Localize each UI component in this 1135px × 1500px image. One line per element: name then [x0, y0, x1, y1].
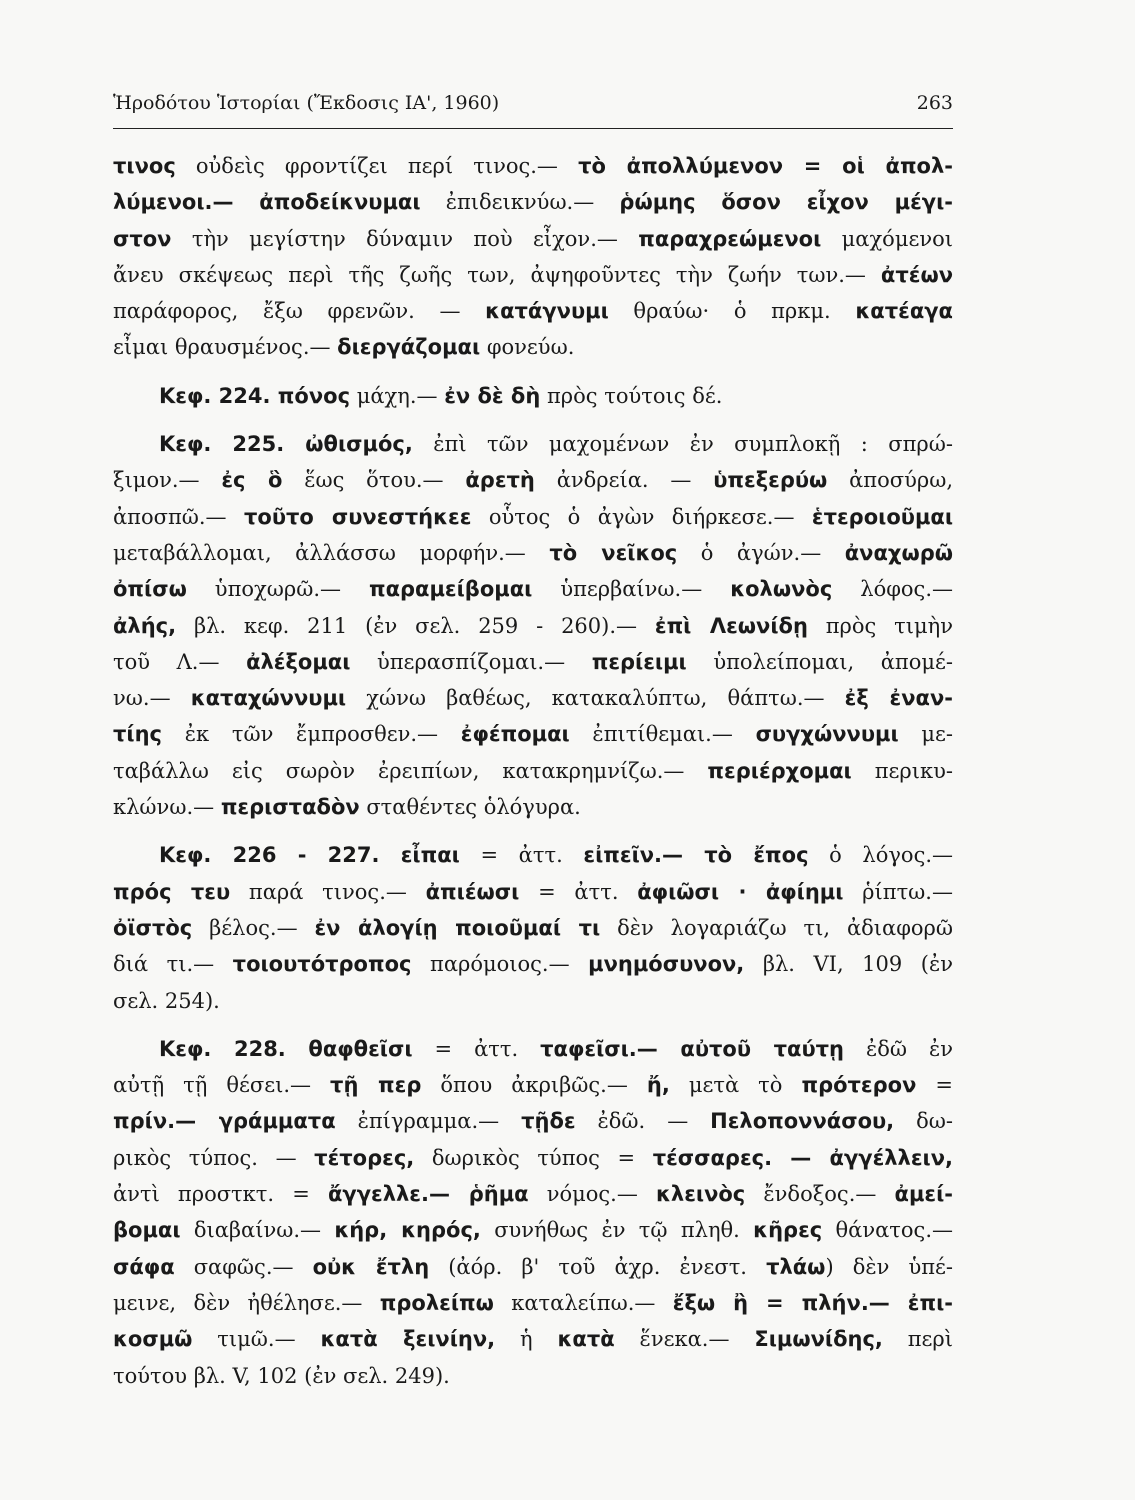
lemma: ἀτέων — [880, 262, 953, 287]
lemma: ἄγγελλε.— ῥῆμα — [327, 1182, 529, 1207]
lemma: Πελοποννάσου, — [710, 1109, 895, 1134]
gloss: με- — [898, 722, 953, 747]
text-line — [113, 221, 953, 257]
gloss: σελ. 254). — [113, 988, 220, 1013]
lemma: εἰπεῖν.— τὸ ἔπος — [583, 843, 809, 868]
gloss: ρικὸς τύπος. — — [113, 1145, 315, 1170]
gloss: μεινε, δὲν ἠθέλησε.— — [113, 1290, 380, 1315]
lemma: περισταδὸν — [220, 795, 360, 820]
text-line — [113, 571, 953, 607]
lemma: ἐς ὃ — [221, 468, 283, 493]
gloss: τούτου βλ. V, 102 (ἐν σελ. 249). — [113, 1363, 450, 1388]
text-line — [113, 293, 953, 329]
text-line — [113, 426, 953, 462]
header-title: Ἡροδότου Ἱστορίαι (Ἔκδοσις ΙΑ', 1960) — [113, 92, 500, 114]
gloss: βλ. VI, 109 (ἐν — [744, 952, 953, 977]
gloss: δωρικὸς τύπος = — [414, 1145, 653, 1170]
gloss: παρά τινος.— — [230, 879, 426, 904]
gloss: φονεύω. — [480, 335, 575, 360]
lemma: ἤ, — [646, 1073, 670, 1098]
gloss: ἕως ὅτου.— — [282, 468, 466, 493]
gloss: δὲν λογαριάζω τι, ἀδιαφορῶ — [600, 915, 953, 940]
lemma: συγχώννυμι — [755, 722, 899, 747]
lemma: Κεφ. 228. θαφθεῖσι — [159, 1036, 413, 1061]
text-line — [113, 1358, 953, 1394]
page-number: 263 — [916, 92, 953, 114]
lemma: κατὰ — [557, 1327, 615, 1352]
gloss: παρόμοιος.— — [411, 952, 589, 977]
lemma: ἀπιέωσι — [425, 879, 520, 904]
gloss: = — [916, 1073, 953, 1098]
lemma: ἐν ἀλογίῃ ποιοῦμαί τι — [314, 915, 601, 940]
gloss: ξιμον.— — [113, 468, 222, 493]
text-line — [113, 983, 953, 1019]
text-line — [113, 1103, 953, 1139]
lemma: ὀπίσω — [113, 577, 187, 602]
lemma: ῥώμης ὅσον εἶχον μέγι- — [619, 190, 953, 215]
lemma: κατὰ ξεινίην, — [320, 1327, 496, 1352]
gloss: περικυ- — [851, 758, 953, 783]
lemma: ἐν δὲ δὴ — [444, 383, 541, 408]
gloss: συνήθως ἐν τῷ πληθ. — [480, 1218, 754, 1243]
gloss: τοῦ Λ.— — [113, 649, 247, 674]
lemma: περιέρχομαι — [707, 758, 852, 783]
gloss: ἐδῶ ἐν — [843, 1036, 953, 1061]
gloss: ἐκ τῶν ἔμπροσθεν.— — [161, 722, 461, 747]
text-line — [113, 789, 953, 825]
gloss: ἡ — [495, 1327, 558, 1352]
text-line — [113, 946, 953, 982]
lemma: Κεφ. 225. ὠθισμός, — [159, 432, 413, 457]
gloss: μεταβάλλομαι, ἀλλάσσω μορφήν.— — [113, 540, 550, 565]
lemma: ἀναχωρῶ — [844, 540, 953, 565]
gloss: αὐτῇ τῇ θέσει.— — [113, 1073, 331, 1098]
glossary-text — [113, 148, 953, 1394]
lemma: ἔξω ἢ = πλήν.— ἐπι- — [672, 1290, 953, 1315]
text-line — [113, 1212, 953, 1248]
lemma: κατάγνυμι — [485, 299, 609, 324]
gloss: ἄνευ σκέψεως περὶ τῆς ζωῆς των, ἀψηφοῦντες τὴν ζωήν των.— — [113, 262, 881, 287]
running-header — [113, 92, 953, 129]
text-line — [113, 1031, 953, 1067]
gloss: ὑπερασπίζομαι.— — [350, 649, 592, 674]
text-line — [113, 1067, 953, 1103]
text-line — [113, 1249, 953, 1285]
lemma: ἀρετὴ — [465, 468, 535, 493]
gloss: οὐδεὶς φροντίζει περί τινος.— — [175, 154, 579, 178]
gloss: σαφῶς.— — [174, 1254, 313, 1279]
lemma: τὸ ἀπολλύμενον = οἱ ἀπολ- — [578, 154, 953, 178]
text-line — [113, 1176, 953, 1212]
text-line — [113, 1321, 953, 1357]
gloss: = ἀττ. — [459, 843, 584, 868]
lemma: περίειμι — [591, 649, 687, 674]
lemma: τοῦτο συνεστήκεε — [243, 504, 472, 529]
lemma: κολωνὸς — [730, 577, 833, 602]
gloss: ὁ ἀγών.— — [677, 540, 845, 565]
text-line — [113, 257, 953, 293]
gloss: παράφορος, ἔξω φρενῶν. — — [113, 299, 486, 324]
lemma: κλεινὸς — [656, 1182, 746, 1207]
lemma: πρότερον — [801, 1073, 917, 1098]
gloss: ἐπὶ τῶν μαχομένων ἐν συμπλοκῇ : σπρώ- — [412, 432, 953, 457]
lemma: τοιουτότροπος — [232, 952, 412, 977]
gloss: διαβαίνω.— — [180, 1218, 335, 1243]
text-line — [113, 753, 953, 789]
gloss: ἀνδρεία. — — [534, 468, 714, 493]
gloss: καταλείπω.— — [493, 1290, 673, 1315]
gloss: μαχόμενοι — [821, 226, 953, 251]
lemma: καταχώννυμι — [190, 686, 347, 711]
gloss: θραύω· ὁ πρκμ. — [608, 299, 856, 324]
lemma: βομαι — [113, 1218, 181, 1243]
lemma: τίης — [113, 722, 162, 747]
paragraph-gap — [113, 825, 953, 837]
lemma: ἑτεροιοῦμαι — [811, 504, 953, 529]
gloss: τιμῶ.— — [192, 1327, 321, 1352]
lemma: τλάω — [766, 1254, 826, 1279]
gloss: ῥίπτω.— — [843, 879, 953, 904]
paragraph-gap — [113, 414, 953, 426]
lemma: Κεφ. 224. πόνος — [159, 383, 351, 408]
text-line — [113, 608, 953, 644]
lemma: κῆρες — [753, 1218, 823, 1243]
text-line — [113, 184, 953, 220]
gloss: λόφος.— — [832, 577, 953, 602]
gloss: πρὸς τούτοις δέ. — [540, 383, 723, 408]
text-line — [113, 1140, 953, 1176]
text-line — [113, 378, 953, 414]
lemma: ὀϊστὸς — [113, 915, 193, 940]
lemma: οὐκ ἔτλη — [312, 1254, 430, 1279]
gloss: χώνω βαθέως, κατακαλύπτω, θάπτω.— — [346, 686, 845, 711]
lemma: ἀφιῶσι · ἀφίημι — [637, 879, 844, 904]
gloss: διά τι.— — [113, 952, 233, 977]
text-line — [113, 535, 953, 571]
lemma: κατέαγα — [855, 299, 953, 324]
lemma: Σιμωνίδης, — [754, 1327, 883, 1352]
gloss: πρὸς τιμὴν — [807, 613, 953, 638]
gloss: σταθέντες ὁλόγυρα. — [359, 795, 581, 820]
text-line — [113, 910, 953, 946]
gloss: ἕνεκα.— — [614, 1327, 755, 1352]
gloss: = ἀττ. — [519, 879, 638, 904]
lemma: διεργάζομαι — [337, 335, 481, 360]
lemma: Κεφ. 226 - 227. εἶπαι — [159, 843, 460, 868]
text-line — [113, 644, 953, 680]
gloss: ἐπιτίθεμαι.— — [569, 722, 756, 747]
text-line — [113, 329, 953, 365]
paragraph-gap — [113, 366, 953, 378]
lemma: προλείπω — [379, 1290, 494, 1315]
gloss: μετὰ τὸ — [669, 1073, 802, 1098]
lemma: ἐπὶ Λεωνίδῃ — [654, 613, 808, 638]
gloss: ὑπολείπομαι, ἀπομέ- — [686, 649, 953, 674]
lemma: τινος — [113, 154, 176, 178]
lemma: τὸ νεῖκος — [549, 540, 678, 565]
gloss: μάχη.— — [350, 383, 445, 408]
text-line — [113, 499, 953, 535]
gloss: νω.— — [113, 686, 191, 711]
gloss: = ἀττ. — [412, 1036, 541, 1061]
lemma: τέτορες, — [314, 1145, 415, 1170]
gloss: ἐπίγραμμα.— — [335, 1109, 522, 1134]
lemma: τῇδε — [521, 1109, 576, 1134]
lemma: ἐξ ἐναν- — [844, 686, 953, 711]
gloss: ἐδῶ. — — [575, 1109, 711, 1134]
gloss: ὁ λόγος.— — [808, 843, 953, 868]
lemma: ἀλής, — [113, 613, 177, 638]
gloss: νόμος.— — [528, 1182, 656, 1207]
gloss: ὑποχωρῶ.— — [186, 577, 369, 602]
gloss: ταβάλλω εἰς σωρὸν ἐρειπίων, κατακρημνίζω.— — [113, 758, 708, 783]
gloss: ἀποσύρω, — [827, 468, 953, 493]
gloss: ἐπιδεικνύω.— — [420, 190, 620, 215]
gloss: βλ. κεφ. 211 (ἐν σελ. 259 - 260).— — [176, 613, 655, 638]
gloss: ἀποσπῶ.— — [113, 504, 244, 529]
text-line — [113, 874, 953, 910]
gloss: κλώνω.— — [113, 795, 221, 820]
text-line — [113, 716, 953, 752]
text-line — [113, 148, 953, 184]
paragraph-gap — [113, 1019, 953, 1031]
text-line — [113, 462, 953, 498]
lemma: παραμείβομαι — [368, 577, 533, 602]
lemma: κοσμῶ — [113, 1327, 193, 1352]
lemma: παραχρεώμενοι — [638, 226, 822, 251]
text-line — [113, 1285, 953, 1321]
gloss: ἀντὶ προστκτ. = — [113, 1182, 328, 1207]
lemma: ἐφέπομαι — [460, 722, 570, 747]
text-line — [113, 680, 953, 716]
gloss: ἔνδοξος.— — [745, 1182, 895, 1207]
lemma: ἀλέξομαι — [246, 649, 351, 674]
lemma: λύμενοι.— ἀποδείκνυμαι — [113, 190, 421, 215]
gloss: θάνατος.— — [822, 1218, 953, 1243]
gloss: ὅπου ἀκριβῶς.— — [421, 1073, 647, 1098]
lemma: πρός τευ — [113, 879, 231, 904]
gloss: περὶ — [882, 1327, 953, 1352]
lemma: στον — [113, 226, 172, 251]
lemma: ταφεῖσι.— αὐτοῦ ταύτῃ — [540, 1036, 844, 1061]
text-line — [113, 837, 953, 873]
lemma: ὑπεξερύω — [713, 468, 828, 493]
gloss: (ἀόρ. β' τοῦ ἀχρ. ἐνεστ. — [429, 1254, 767, 1279]
gloss: τὴν μεγίστην δύναμιν ποὺ εἶχον.— — [171, 226, 639, 251]
gloss: βέλος.— — [192, 915, 315, 940]
gloss: εἶμαι θραυσμένος.— — [113, 335, 338, 360]
lemma: τέσσαρες. — ἀγγέλλειν, — [652, 1145, 953, 1170]
lemma: μνημόσυνον, — [588, 952, 745, 977]
lemma: κήρ, κηρός, — [334, 1218, 481, 1243]
lemma: ἀμεί- — [894, 1182, 953, 1207]
gloss: ) δὲν ὑπέ- — [825, 1254, 953, 1279]
lemma: πρίν.— γράμματα — [113, 1109, 336, 1134]
gloss: ὑπερβαίνω.— — [532, 577, 731, 602]
gloss: οὗτος ὁ ἀγὼν διήρκεσε.— — [471, 504, 812, 529]
gloss: δω- — [894, 1109, 953, 1134]
lemma: τῇ περ — [330, 1073, 422, 1098]
lemma: σάφα — [113, 1254, 175, 1279]
